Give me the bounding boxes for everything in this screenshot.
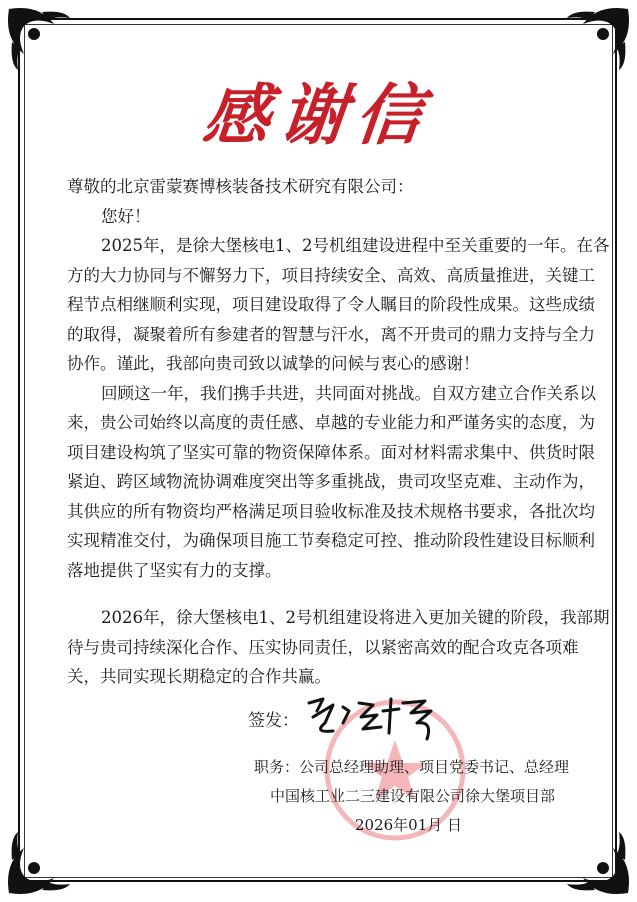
signature-block: [248, 693, 443, 743]
signature-label: 签发：: [248, 710, 299, 731]
organization-name: 中国核工业二三建设有限公司徐大堡项目部: [270, 787, 556, 805]
paragraph-line: 实现精准交付，为确保项目施工节奏稳定可控、推动阶段性建设目标顺利: [67, 531, 595, 550]
paragraph-line: 落地提供了坚实有力的支撑。: [67, 560, 282, 580]
paragraph-line: 程节点相继顺利实现，项目建设取得了令人瞩目的阶段性成果。这些成绩: [67, 295, 595, 314]
paragraph-line: 项目建设构筑了坚实可靠的物资保障体系。面对材料需求集中、供货时限: [67, 442, 595, 462]
paragraph-line: 的取得，凝聚着所有参建者的智慧与汗水，离不开贵司的鼎力支持与全力: [67, 324, 595, 344]
letter-date: 2026年01月 日: [355, 816, 463, 834]
paragraph-line: 待与贵司持续深化合作、压实协同责任，以紧密高效的配合攻克各项难: [67, 637, 579, 657]
letter-title: 感谢信: [199, 76, 437, 154]
paragraph-3: [67, 603, 610, 692]
paragraph-line: 来，贵公司始终以高度的责任感、卓越的专业能力和严谨务实的态度，为: [67, 413, 595, 432]
paragraph-line: 紧迫、跨区域物流协调难度突出等多重挑战，贵司攻坚克难、主动作为，: [67, 472, 595, 491]
letter-body: [67, 172, 610, 692]
handwritten-signature-icon: [303, 693, 443, 743]
paragraph-line: 其供应的所有物资均严格满足项目验收标准及技术规格书要求，各批次均: [67, 501, 595, 521]
corner-ornament-icon: [4, 828, 74, 898]
paragraph-line: 方的大力协同与不懈努力下，项目持续安全、高效、高质量推进，关键工: [67, 265, 595, 285]
paragraph-line: 协作。谨此，我部向贵司致以诚挚的问候与衷心的感谢！: [67, 354, 480, 373]
paragraph-2: [67, 379, 596, 586]
paragraph-line: 回顾这一年，我们携手共进，共同面对挑战。自双方建立合作关系以: [101, 383, 596, 403]
corner-ornament-icon: [563, 828, 633, 898]
paragraph-line: 2026年，徐大堡核电1、2号机组建设将进入更加关键的阶段，我部期: [101, 608, 610, 627]
paragraph-1: [67, 231, 610, 379]
paragraph-line: 关，共同实现长期稳定的合作共赢。: [67, 667, 331, 686]
paragraph-line: 2025年，是徐大堡核电1、2号机组建设进程中至关重要的一年。在各: [101, 236, 610, 255]
greeting: 您好！: [101, 206, 151, 226]
signer-position: 职务：公司总经理助理、项目党委书记、总经理: [254, 758, 570, 776]
salutation: 尊敬的北京雷蒙赛博核装备技术研究有限公司：: [67, 177, 414, 196]
